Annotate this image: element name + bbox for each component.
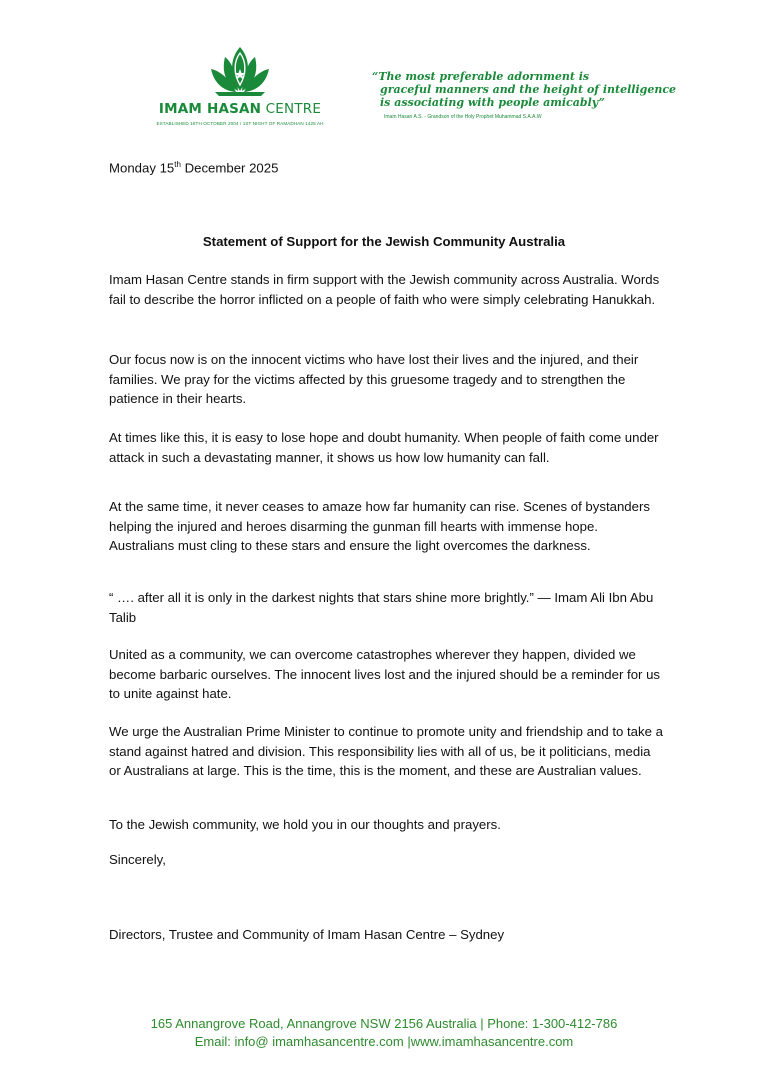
quote-line: “The most preferable adornment is <box>372 70 590 83</box>
footer-contact: Email: info@ imamhasancentre.com |www.imamhasancentre.com <box>194 1034 574 1049</box>
organization-name: IMAM HASAN CENTRE <box>158 101 322 117</box>
lotus-star-icon <box>205 45 275 99</box>
header-quote <box>372 70 692 120</box>
footer <box>0 1015 768 1051</box>
quote-line: graceful manners and the height of intelligence <box>380 83 677 96</box>
letterhead <box>0 0 768 140</box>
logo <box>140 45 340 126</box>
paragraph: To the Jewish community, we hold you in our thoughts and prayers. <box>109 817 501 832</box>
quote-line: is associating with people amicably” <box>380 96 605 109</box>
letter-date: Monday 15th December 2025 <box>109 160 279 176</box>
signature: Directors, Trustee and Community of Imam Hasan Centre – Sydney <box>109 927 505 942</box>
footer-address: 165 Annangrove Road, Annangrove NSW 2156 Australia | Phone: 1-300-412-786 <box>150 1016 618 1031</box>
paragraph: At the same time, it never ceases to amaze how far humanity can rise. Scenes of bystanders helping the injured and heroes disarming the gunman fill hearts with immense hope. Australians must cling to these stars and ensure the light overcomes the darkness. <box>109 499 650 554</box>
closing: Sincerely, <box>109 852 166 867</box>
paragraph: We urge the Australian Prime Minister to continue to promote unity and friendship and to take a stand against hatred and division. This responsibility lies with all of us, be it politicians, media or Australians at large. This is the time, this is the moment, and these are Australian values. <box>109 724 663 779</box>
paragraph: Our focus now is on the innocent victims who have lost their lives and the injured, and their families. We pray for the victims affected by this gruesome tragedy and to strengthen the patience in their hearts. <box>109 352 639 407</box>
letter-title: Statement of Support for the Jewish Community Australia <box>202 234 566 249</box>
quote-attribution: Imam Hasan A.S. - Grandson of the Holy Prophet Muhammad S.A.A.W <box>384 114 542 120</box>
quote-paragraph: “ …. after all it is only in the darkest nights that stars shine more brightly.” — Imam Ali Ibn Abu Talib <box>109 590 654 625</box>
paragraph: At times like this, it is easy to lose hope and doubt humanity. When people of faith come under attack in such a devastating manner, it shows us how low humanity can fall. <box>109 430 659 465</box>
paragraph: United as a community, we can overcome catastrophes wherever they happen, divided we become barbaric ourselves. The innocent lives lost and the injured should be a reminder for us to unite against hate. <box>109 647 661 702</box>
established-text: ESTABLISHED 16TH OCTOBER 2004 / 1ST NIGHT OF RAMADHAN 1425 AH <box>156 121 324 126</box>
paragraph: Imam Hasan Centre stands in firm support with the Jewish community across Australia. Words fail to describe the horror inflicted on a people of faith who were simply celebrating Hanukkah. <box>109 272 660 307</box>
